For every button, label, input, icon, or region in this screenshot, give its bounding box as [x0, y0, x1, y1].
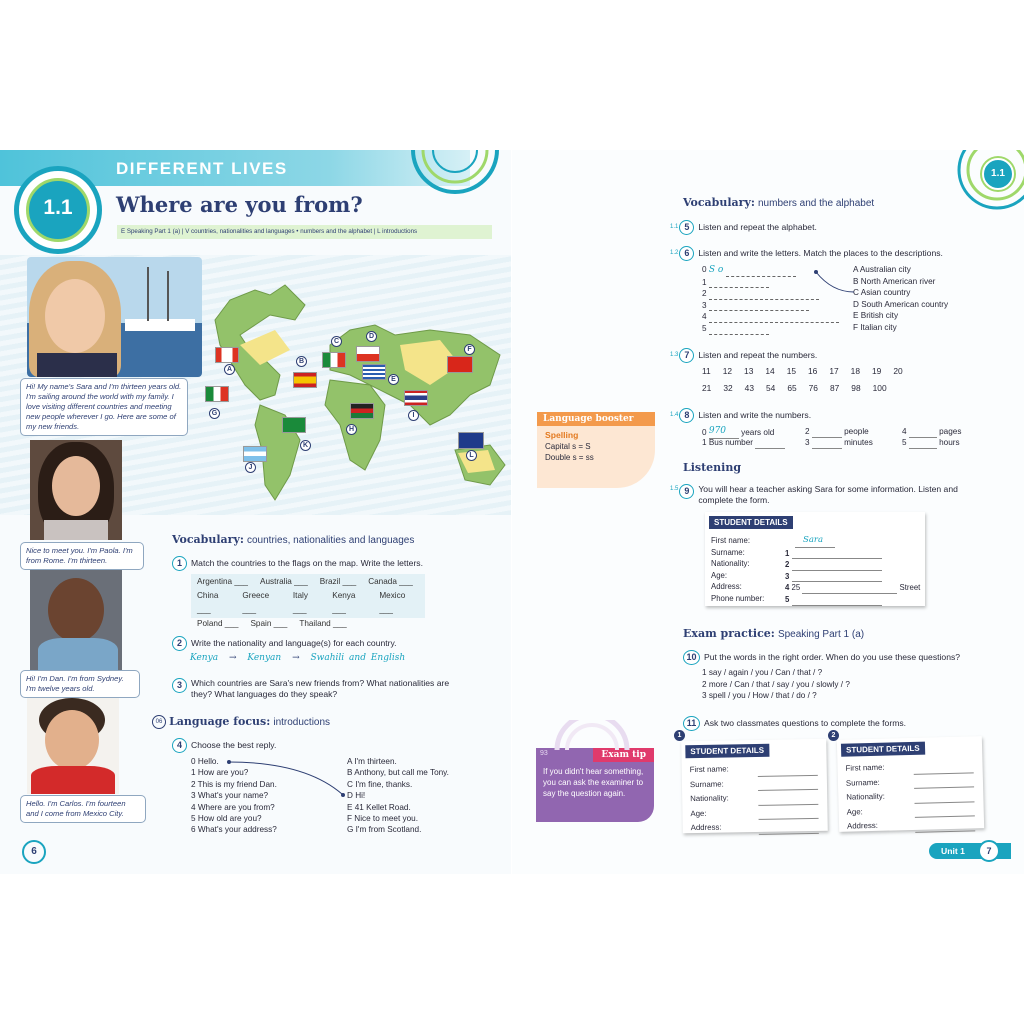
- map-letter-g: G: [209, 408, 220, 419]
- reply-item: F Nice to meet you.: [347, 814, 418, 824]
- decorative-rings: [942, 150, 1024, 220]
- flag-brazil: [282, 417, 306, 433]
- question-10-text: Put the words in the right order. When do you use these questions?: [704, 651, 961, 662]
- question-8: [670, 408, 811, 423]
- country-item: Spain ___: [250, 619, 288, 628]
- question-9-text: You will hear a teacher asking Sara for some information. Listen and complete the form.: [698, 484, 958, 505]
- description-item: B North American river: [853, 276, 936, 286]
- country-item: Poland ___: [197, 619, 239, 628]
- language-booster-title: Language booster: [537, 412, 655, 426]
- form-title: STUDENT DETAILS: [685, 744, 769, 758]
- map-letter-l: L: [466, 450, 477, 461]
- country-item: Kenya ___: [332, 591, 356, 614]
- language-booster-line: Double s = ss: [545, 453, 594, 462]
- flag-kenya: [350, 403, 374, 419]
- exam-tip-title: Exam tip: [593, 748, 654, 762]
- countries-row-2: [197, 589, 419, 617]
- speech-bubble-paola: Nice to meet you. I'm Paola. I'm from Rome. I'm thirteen.: [20, 542, 144, 570]
- country-item: Greece ___: [242, 591, 270, 614]
- question-10-item: 3 spell / you / How / that / do / ?: [702, 691, 817, 701]
- photo-dan: [30, 570, 122, 670]
- map-letter-k: K: [300, 440, 311, 451]
- vocab-heading-row: [172, 533, 414, 546]
- flag-australia: [458, 432, 484, 449]
- question-4: [172, 738, 276, 753]
- audio-track-icon[interactable]: 1.3: [670, 352, 679, 358]
- question-number-10: 10: [683, 650, 700, 665]
- map-letter-c: C: [331, 336, 342, 347]
- flag-china: [447, 356, 473, 373]
- country-item: Mexico ___: [379, 591, 406, 614]
- question-6-text: Listen and write the letters. Match the places to the descriptions.: [698, 247, 943, 258]
- description-item: D South American country: [853, 299, 949, 309]
- question-2-example: [190, 653, 405, 663]
- example-nationality: Kenyan: [247, 653, 282, 663]
- student-details-form: [705, 512, 925, 606]
- question-number-6: 6: [679, 246, 694, 261]
- language-booster-line: Capital s = S: [545, 442, 591, 451]
- question-3: [172, 678, 472, 700]
- audio-track-icon[interactable]: 06: [152, 715, 166, 729]
- unit-label: Unit 1: [941, 846, 965, 856]
- form-labels: First name: Surname: Nationality: Age: Address: Phone number:: [711, 536, 765, 603]
- flag-canada: [215, 347, 239, 363]
- question-5-text: Listen and repeat the alphabet.: [698, 221, 817, 232]
- reply-item: C I'm fine, thanks.: [347, 779, 413, 789]
- map-letter-f: F: [464, 344, 475, 355]
- audio-track-icon[interactable]: 1.1: [670, 224, 679, 230]
- question-number-5: 5: [679, 220, 694, 235]
- question-number-8: 8: [679, 408, 694, 423]
- exam-tip-box: [536, 748, 654, 822]
- page-number-left: 6: [22, 840, 46, 864]
- map-letter-b: B: [296, 356, 307, 367]
- exam-practice-heading: Exam practice:: [683, 627, 775, 640]
- exam-tip-track: 93: [540, 750, 548, 757]
- right-page: [512, 150, 1024, 874]
- numbers-row-2: 21 32 43 54 65 76 87 98 100: [702, 383, 887, 393]
- blank-row: 3: [702, 300, 839, 312]
- country-item: Canada ___: [368, 577, 413, 586]
- country-item: Argentina ___: [197, 577, 248, 586]
- vocab-heading: Vocabulary:: [172, 533, 244, 546]
- form-title: STUDENT DETAILS: [841, 742, 925, 757]
- left-page: [0, 150, 511, 874]
- question-7-text: Listen and repeat the numbers.: [698, 349, 818, 360]
- question-8-text: Listen and write the numbers.: [698, 409, 812, 420]
- question-10: [683, 650, 960, 665]
- description-item: A Australian city: [853, 265, 911, 274]
- question-number-1: 1: [172, 556, 187, 571]
- map-letter-h: H: [346, 424, 357, 435]
- example-country: Kenya: [190, 653, 219, 663]
- language-booster-box: [537, 412, 655, 488]
- reply-item: B Anthony, but call me Tony.: [347, 768, 449, 778]
- question-6-descriptions: [853, 264, 948, 334]
- language-focus-heading: Language focus:: [169, 715, 271, 728]
- question-6: [670, 246, 943, 261]
- country-item: Australia ___: [259, 577, 308, 586]
- question-number-9: 9: [679, 484, 694, 499]
- reply-item: G I'm from Scotland.: [347, 825, 422, 835]
- form-fields: Sara 1 2 3 4 25 Street 5: [785, 535, 921, 604]
- world-map: [200, 275, 511, 510]
- number-item: 1 Bus number: [702, 437, 785, 449]
- number-item: 0 970 years old: [702, 426, 775, 437]
- flag-argentina: [243, 446, 267, 462]
- example-match-line: [812, 268, 862, 296]
- question-1: [172, 556, 423, 571]
- photo-paola: [30, 440, 122, 540]
- language-booster-subtitle: Spelling: [545, 430, 579, 440]
- map-letter-a: A: [224, 364, 235, 375]
- prompt-item: 5 How old are you?: [191, 814, 262, 824]
- page-title: Where are you from?: [116, 192, 363, 217]
- first-name-value: Sara: [795, 535, 835, 548]
- prompt-item: 4 Where are you from?: [191, 802, 275, 812]
- question-number-7: 7: [679, 348, 694, 363]
- audio-track-icon[interactable]: 1.2: [670, 250, 679, 256]
- country-item: Italy ___: [292, 591, 308, 614]
- flag-poland: [356, 346, 380, 362]
- country-item: Thailand ___: [299, 619, 347, 628]
- prompt-item: 1 How are you?: [191, 768, 249, 778]
- number-item: 2 people: [805, 427, 869, 436]
- arrow-icon: →: [292, 653, 300, 663]
- example-language: Swahili and English: [310, 653, 406, 663]
- description-item: E British city: [853, 311, 899, 321]
- page-number-right: 7: [978, 840, 1000, 862]
- speech-bubble-carlos: Hello. I'm Carlos. I'm fourteen and I come from Mexico City.: [20, 795, 146, 823]
- reply-item: D Hi!: [347, 791, 366, 801]
- countries-row-3: [197, 617, 419, 631]
- classmate-form-1: STUDENT DETAILS First name: Surname: Nationality: Age: Address:: [681, 739, 828, 834]
- vocab-heading: Vocabulary:: [683, 196, 755, 209]
- form-number-1: 1: [674, 730, 685, 741]
- prompt-item: 3 What's your name?: [191, 791, 269, 801]
- example-letters: S o: [708, 265, 724, 275]
- question-number-2: 2: [172, 636, 187, 651]
- question-3-text: Which countries are Sara's new friends from? What nationalities are they? What languages do they speak?: [191, 678, 450, 699]
- classmate-form-2: STUDENT DETAILS First name: Surname: Nationality: Age: Address:: [837, 736, 984, 832]
- exam-tip-text: If you didn't hear something, you can ask the examiner to say the question again.: [543, 767, 644, 798]
- flag-greece: [362, 364, 386, 380]
- question-4-replies: [347, 756, 449, 836]
- vocab-heading-row: [683, 196, 874, 209]
- question-10-items: [702, 667, 850, 702]
- number-item: 5 hours: [902, 438, 960, 447]
- blank-row: 5: [702, 323, 839, 335]
- question-2-text: Write the nationality and language(s) for each country.: [191, 637, 397, 648]
- question-number-3: 3: [172, 678, 187, 693]
- language-focus-heading-row: [152, 715, 330, 729]
- question-10-item: 2 more / Can / that / say / you / slowly / ?: [702, 679, 850, 689]
- question-number-11: 11: [683, 716, 700, 731]
- reply-item: E 41 Kellet Road.: [347, 802, 411, 812]
- flag-mexico: [205, 386, 229, 402]
- decorative-rings-tip: [552, 720, 632, 750]
- speech-bubble-sara: Hi! My name's Sara and I'm thirteen years old. I'm sailing around the world with my family. I love visiting different countries and meeting new people wherever I go. Here are some of my new friends.: [20, 378, 188, 436]
- map-letter-j: J: [245, 462, 256, 473]
- map-letter-d: D: [366, 331, 377, 342]
- form-title: STUDENT DETAILS: [709, 516, 793, 529]
- question-9: [670, 484, 990, 506]
- question-2: [172, 636, 397, 651]
- blank-row: 2: [702, 288, 839, 300]
- number-item: 3 minutes: [805, 438, 873, 447]
- exam-practice-heading-row: [683, 627, 864, 640]
- prompt-item: 2 This is my friend Dan.: [191, 779, 277, 789]
- audio-track-icon[interactable]: 1.5: [670, 486, 679, 492]
- vocab-topic: numbers and the alphabet: [758, 198, 875, 209]
- country-item: Brazil ___: [319, 577, 357, 586]
- question-10-item: 1 say / again / you / Can / that / ?: [702, 668, 823, 677]
- unit-badge-small: 1.1: [982, 158, 1014, 190]
- flag-thailand: [404, 390, 428, 406]
- vocab-topic: countries, nationalities and languages: [247, 535, 415, 546]
- reply-item: A I'm thirteen.: [347, 757, 397, 766]
- unit-subtitle: E Speaking Part 1 (a) | V countries, nationalities and languages • numbers and the alphabet | L introductions: [117, 225, 492, 239]
- question-11: [683, 716, 906, 731]
- map-letter-i: I: [408, 410, 419, 421]
- map-letter-e: E: [388, 374, 399, 385]
- blank-row: 0 S o: [702, 264, 839, 277]
- listening-heading: Listening: [683, 461, 742, 474]
- number-item: 4 pages: [902, 427, 962, 436]
- audio-track-icon[interactable]: 1.4: [670, 412, 679, 418]
- flag-italy: [322, 352, 346, 368]
- question-4-text: Choose the best reply.: [191, 739, 277, 750]
- prompt-item: 6 What's your address?: [191, 825, 277, 835]
- unit-badge-number: 1.1: [43, 196, 73, 219]
- numbers-row-1: 11 12 13 14 15 16 17 18 19 20: [702, 366, 903, 376]
- question-5: [670, 220, 817, 235]
- question-1-text: Match the countries to the flags on the map. Write the letters.: [191, 557, 423, 568]
- question-number-4: 4: [172, 738, 187, 753]
- description-item: F Italian city: [853, 322, 897, 332]
- countries-row-1: [197, 575, 419, 589]
- banner-title: DIFFERENT LIVES: [116, 159, 288, 178]
- language-focus-topic: introductions: [273, 717, 331, 728]
- country-item: China ___: [197, 591, 219, 614]
- arrow-icon: →: [228, 653, 237, 663]
- blank-row: 4: [702, 311, 839, 323]
- speech-bubble-dan: Hi! I'm Dan. I'm from Sydney. I'm twelve years old.: [20, 670, 140, 698]
- blank-row: 1: [702, 277, 839, 289]
- question-11-text: Ask two classmates questions to complete the forms.: [704, 717, 907, 728]
- exam-practice-topic: Speaking Part 1 (a): [777, 629, 865, 640]
- form-number-2: 2: [828, 730, 839, 741]
- prompt-item: 0 Hello.: [191, 757, 219, 766]
- description-item: C Asian country: [853, 288, 911, 298]
- example-match-line: [225, 758, 350, 798]
- decorative-rings: [395, 150, 505, 205]
- countries-box: [191, 574, 425, 628]
- flag-spain: [293, 372, 317, 388]
- photo-carlos: [27, 698, 119, 794]
- question-7: [670, 348, 817, 363]
- photo-sara: [27, 257, 202, 377]
